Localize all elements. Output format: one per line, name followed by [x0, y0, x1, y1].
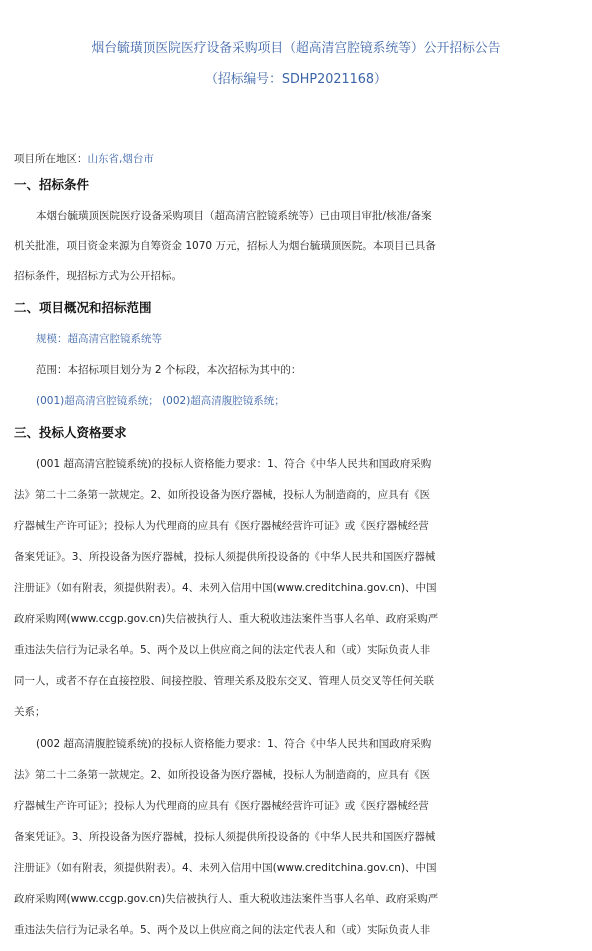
- project-scale: 规模：超高清宫腔镜系统等: [36, 333, 162, 345]
- paragraph-line: 备案凭证》。3、所投设备为医疗器械，投标人须提供所投设备的《中华人民共和国医疗器械: [14, 831, 436, 843]
- announcement-title: 烟台毓璜顶医院医疗设备采购项目（超高清宫腔镜系统等）公开招标公告: [91, 41, 501, 56]
- paragraph-line: 法》第二十二条第一款规定。2、如所投设备为医疗器械，投标人为制造商的，应具有《医: [14, 489, 431, 501]
- paragraph-line: 疗器械生产许可证》；投标人为代理商的应具有《医疗器械经营许可证》或《医疗器械经营: [14, 520, 429, 532]
- paragraph-line: 关系；: [14, 706, 46, 718]
- project-region: [14, 152, 154, 166]
- paragraph-line: 法》第二十二条第一款规定。2、如所投设备为医疗器械，投标人为制造商的，应具有《医: [14, 769, 431, 781]
- section-heading-qualification: 三、投标人资格要求: [14, 425, 127, 440]
- paragraph-line: (001 超高清宫腔镜系统)的投标人资格能力要求：1、符合《中华人民共和国政府采购: [36, 458, 432, 470]
- paragraph-line: 机关批准，项目资金来源为自筹资金 1070 万元，招标人为烟台毓璜顶医院。本项目已具备: [14, 240, 436, 252]
- project-range: 范围：本招标项目划分为 2 个标段，本次招标为其中的：: [36, 364, 302, 376]
- section-heading-bidding-conditions: 一、招标条件: [14, 177, 90, 192]
- project-lots: (001)超高清宫腔镜系统； (002)超高清腹腔镜系统；: [36, 395, 285, 407]
- paragraph-line: 重违法失信行为记录名单。5、两个及以上供应商之间的法定代表人和（或）实际负责人非: [14, 924, 431, 936]
- paragraph-line: 重违法失信行为记录名单。5、两个及以上供应商之间的法定代表人和（或）实际负责人非: [14, 644, 431, 656]
- paragraph-line: 招标条件，现招标方式为公开招标。: [14, 270, 182, 282]
- tender-number: （招标编号：SDHP2021168）: [205, 72, 387, 87]
- region-value: 山东省,烟台市: [87, 153, 154, 165]
- paragraph-line: 本烟台毓璜顶医院医疗设备采购项目（超高清宫腔镜系统等）已由项目审批/核准/备案: [36, 210, 432, 222]
- region-label: 项目所在地区：: [14, 153, 88, 165]
- paragraph-line: 同一人，或者不存在直接控股、间接控股、管理关系及股东交叉、管理人员交叉等任何关联: [14, 675, 434, 687]
- paragraph-line: 备案凭证》。3、所投设备为医疗器械，投标人须提供所投设备的《中华人民共和国医疗器械: [14, 551, 436, 563]
- paragraph-line: 注册证》（如有附表，须提供附表）。4、未列入信用中国(www.creditchina.gov.cn)、中国: [14, 862, 437, 874]
- section-heading-project-overview: 二、项目概况和招标范围: [14, 300, 152, 315]
- paragraph-line: 疗器械生产许可证》；投标人为代理商的应具有《医疗器械经营许可证》或《医疗器械经营: [14, 800, 429, 812]
- paragraph-line: 政府采购网(www.ccgp.gov.cn)失信被执行人、重大税收违法案件当事人名单、政府采购严: [14, 613, 439, 625]
- paragraph-line: (002 超高清腹腔镜系统)的投标人资格能力要求：1、符合《中华人民共和国政府采购: [36, 738, 432, 750]
- paragraph-line: 政府采购网(www.ccgp.gov.cn)失信被执行人、重大税收违法案件当事人名单、政府采购严: [14, 893, 439, 905]
- paragraph-line: 注册证》（如有附表，须提供附表）。4、未列入信用中国(www.creditchina.gov.cn)、中国: [14, 582, 437, 594]
